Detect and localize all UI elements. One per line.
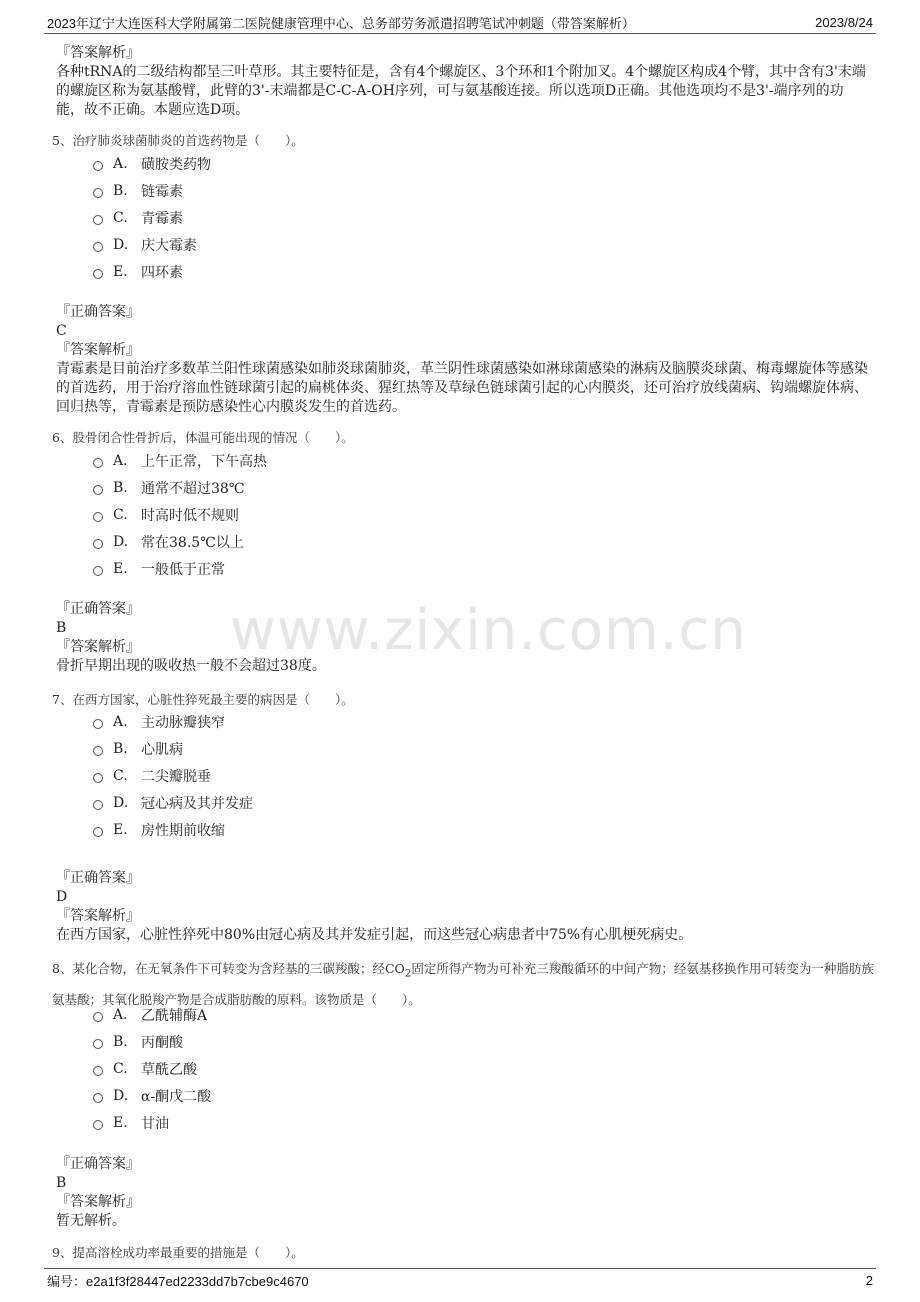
question-8-options: [93, 1001, 593, 1136]
question-7-options: [93, 708, 593, 843]
radio-button-icon[interactable]: [93, 485, 103, 495]
radio-button-icon[interactable]: [93, 746, 103, 756]
question-9-text: 9、提高溶栓成功率最重要的措施是（ ）。: [52, 1245, 304, 1260]
question-8-answer-block: [56, 1155, 868, 1231]
question-7-text: 7、在西方国家，心脏性猝死最主要的病因是（ ）。: [52, 692, 354, 707]
question-6-options: [93, 447, 593, 582]
radio-button-icon[interactable]: [93, 1012, 103, 1022]
correct-answer-label: 『正确答案』: [56, 304, 140, 320]
option-d[interactable]: D. 冠心病及其并发症: [93, 789, 593, 816]
option-c[interactable]: C. 草酰乙酸: [93, 1055, 593, 1082]
option-a[interactable]: A. 上午正常，下午高热: [93, 447, 593, 474]
radio-button-icon[interactable]: [93, 458, 103, 468]
radio-button-icon[interactable]: [93, 242, 103, 252]
option-a[interactable]: A. 主动脉瓣狭窄: [93, 708, 593, 735]
radio-button-icon[interactable]: [93, 188, 103, 198]
header-date: 2023/8/24: [815, 14, 873, 30]
correct-answer-label: 『正确答案』: [56, 870, 140, 886]
correct-answer-label: 『正确答案』: [56, 1156, 140, 1172]
analysis-text: 各种tRNA的二级结构都呈三叶草形。其主要特征是，含有4个螺旋区、3个环和1个附加叉。4个螺旋区构成4个臂，其中含有3'末端的螺旋区称为氨基酸臂，此臂的3'-末端都是C-C-A-OH序列，可与氨基酸连接。所以选项D正确。其他选项均不是3'-端序列的功能，故不正确。本题应选D项。: [56, 64, 866, 118]
radio-button-icon[interactable]: [93, 215, 103, 225]
question-6-answer-block: [56, 600, 868, 676]
question-7-answer-block: [56, 869, 868, 945]
analysis-text: 在西方国家，心脏性猝死中80%由冠心病及其并发症引起，而这些冠心病患者中75%有心肌梗死病史。: [56, 927, 693, 943]
radio-button-icon[interactable]: [93, 827, 103, 837]
radio-button-icon[interactable]: [93, 1039, 103, 1049]
option-d[interactable]: D. 庆大霉素: [93, 231, 593, 258]
option-b[interactable]: B. 链霉素: [93, 177, 593, 204]
question-8-text: 8、某化合物，在无氧条件下可转变为含羟基的三碳羧酸；经$CO_2$固定所得产物为可补充三羧酸循环的中间产物；经氨基移换作用可转变为一种脂肪族氨基酸；其氧化脱羧产物是合成脂肪酸的原料。该物质是（ ）。: [52, 961, 874, 1007]
watermark: www.zixin.com.cn: [230, 598, 747, 663]
analysis-label: 『答案解析』: [56, 342, 140, 358]
radio-button-icon[interactable]: [93, 773, 103, 783]
option-e[interactable]: E. 一般低于正常: [93, 555, 593, 582]
option-b[interactable]: B. 通常不超过38℃: [93, 474, 593, 501]
option-c[interactable]: C. 时高时低不规则: [93, 501, 593, 528]
option-d[interactable]: D. 常在38.5℃以上: [93, 528, 593, 555]
prev-analysis-block: [56, 44, 868, 120]
correct-answer-label: 『正确答案』: [56, 601, 140, 617]
analysis-text: 骨折早期出现的吸收热一般不会超过38度。: [56, 658, 326, 674]
correct-answer: C: [56, 323, 67, 339]
analysis-label: 『答案解析』: [56, 639, 140, 655]
option-c[interactable]: C. 二尖瓣脱垂: [93, 762, 593, 789]
analysis-label: 『答案解析』: [56, 1194, 140, 1210]
document-code: 编号：e2a1f3f28447ed2233dd7b7cbe9c4670: [47, 1273, 309, 1289]
analysis-text: 青霉素是目前治疗多数革兰阳性球菌感染如肺炎球菌肺炎，革兰阴性球菌感染如淋球菌感染的淋病及脑膜炎球菌、梅毒螺旋体等感染的首选药，用于治疗溶血性链球菌引起的扁桃体炎、猩红热等及草绿色链球菌引起的心内膜炎，还可治疗放线菌病、钩端螺旋体病、回归热等，青霉素是预防感染性心内膜炎发生的首选药。: [56, 361, 868, 415]
question-5-options: [93, 150, 593, 285]
correct-answer: B: [56, 1175, 67, 1191]
radio-button-icon[interactable]: [93, 719, 103, 729]
analysis-text: 暂无解析。: [56, 1213, 126, 1229]
option-b[interactable]: B. 心肌病: [93, 735, 593, 762]
header-title: 2023年辽宁大连医科大学附属第二医院健康管理中心、总务部劳务派遣招聘笔试冲刺题（带答案解析）: [47, 15, 635, 31]
correct-answer: B: [56, 620, 67, 636]
option-c[interactable]: C. 青霉素: [93, 204, 593, 231]
analysis-label: 『答案解析』: [56, 908, 140, 924]
option-a[interactable]: A. 磺胺类药物: [93, 150, 593, 177]
option-d[interactable]: D. α-酮戊二酸: [93, 1082, 593, 1109]
footer-divider: [44, 1268, 876, 1269]
radio-button-icon[interactable]: [93, 161, 103, 171]
radio-button-icon[interactable]: [93, 512, 103, 522]
radio-button-icon[interactable]: [93, 566, 103, 576]
radio-button-icon[interactable]: [93, 539, 103, 549]
option-e[interactable]: E. 甘油: [93, 1109, 593, 1136]
option-e[interactable]: E. 房性期前收缩: [93, 816, 593, 843]
question-5-text: 5、治疗肺炎球菌肺炎的首选药物是（ ）。: [52, 133, 304, 148]
radio-button-icon[interactable]: [93, 800, 103, 810]
radio-button-icon[interactable]: [93, 269, 103, 279]
question-5-answer-block: [56, 303, 868, 417]
analysis-label: 『答案解析』: [56, 45, 140, 61]
radio-button-icon[interactable]: [93, 1120, 103, 1130]
option-e[interactable]: E. 四环素: [93, 258, 593, 285]
page-number: 2: [865, 1272, 873, 1288]
radio-button-icon[interactable]: [93, 1093, 103, 1103]
question-6-text: 6、股骨闭合性骨折后，体温可能出现的情况（ ）。: [52, 430, 354, 445]
page-footer: [47, 1271, 873, 1289]
radio-button-icon[interactable]: [93, 1066, 103, 1076]
correct-answer: D: [56, 889, 68, 905]
option-b[interactable]: B. 丙酮酸: [93, 1028, 593, 1055]
option-a[interactable]: A. 乙酰辅酶A: [93, 1001, 593, 1028]
